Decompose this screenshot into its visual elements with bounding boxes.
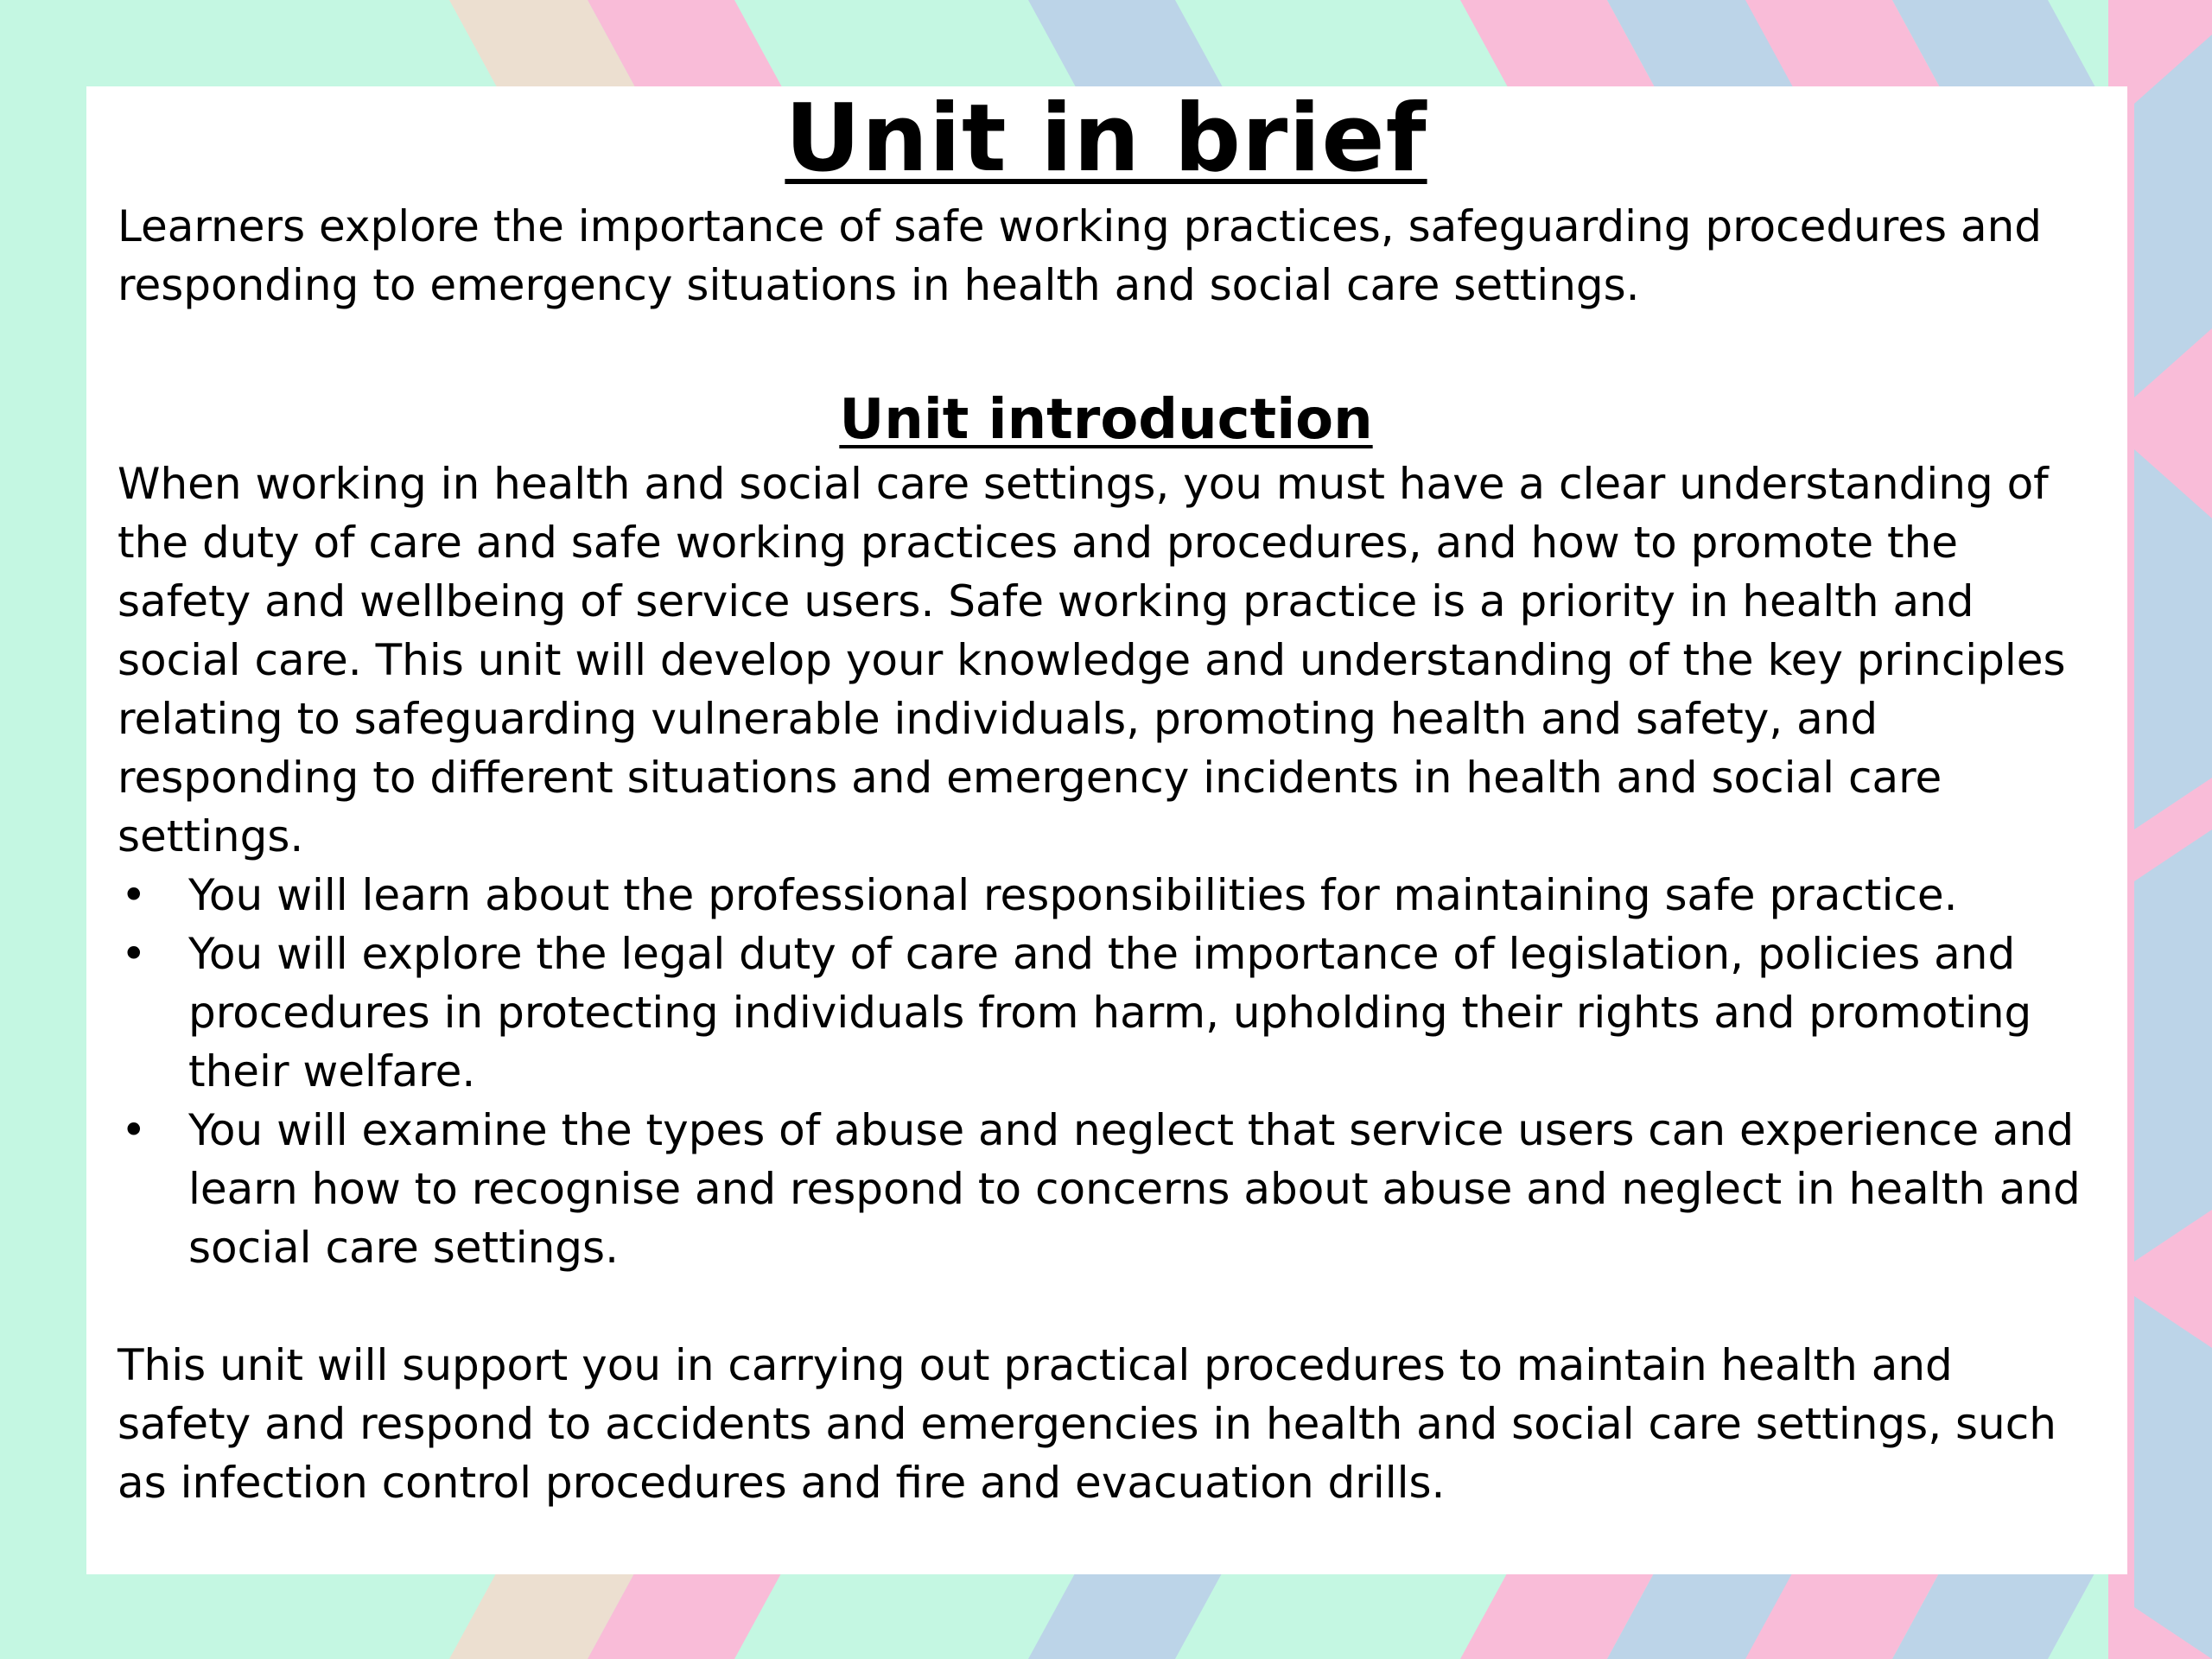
section-heading-text: Unit introduction	[839, 388, 1373, 452]
list-item-text: You will explore the legal duty of care and the importance of legislation, policies and procedures in protecting individuals from harm, upholding their rights and promoting their welfare.	[188, 929, 2032, 1096]
bullet-list	[118, 866, 2094, 1277]
section-heading	[118, 387, 2094, 453]
list-item	[118, 925, 2094, 1101]
closing-paragraph: This unit will support you in carrying out practical procedures to maintain health and safety and respond to accidents and emergencies in health and social care settings, such as infection control procedures and fire and evacuation drills.	[118, 1340, 2056, 1508]
bullet-icon: •	[121, 1105, 147, 1155]
content-card	[86, 86, 2127, 1574]
bullet-icon: •	[121, 870, 147, 920]
list-item	[118, 866, 2094, 925]
bullet-icon: •	[121, 929, 147, 979]
unit-intro-paragraph: When working in health and social care settings, you must have a clear understanding of the duty of care and safe working practices and procedures, and how to promote the safety and wellbeing of service users. Safe working practice is a priority in health and social care. This unit will develop your knowledge and understanding of the key principles relating to safeguarding vulnerable individuals, promoting health and safety, and responding to different situations and emergency incidents in health and social care settings.	[118, 459, 2066, 861]
page-title	[118, 85, 2094, 193]
list-item-text: You will examine the types of abuse and neglect that service users can experience and learn how to recognise and respond to concerns about abuse and neglect in health and social care settings.	[188, 1105, 2081, 1273]
unit-brief-paragraph: Learners explore the importance of safe working practices, safeguarding procedures and responding to emergency situations in health and social care settings.	[118, 201, 2043, 310]
list-item-text: You will learn about the professional responsibilities for maintaining safe practice.	[188, 870, 1958, 920]
page-title-text: Unit in brief	[785, 85, 1427, 193]
list-item	[118, 1101, 2094, 1277]
